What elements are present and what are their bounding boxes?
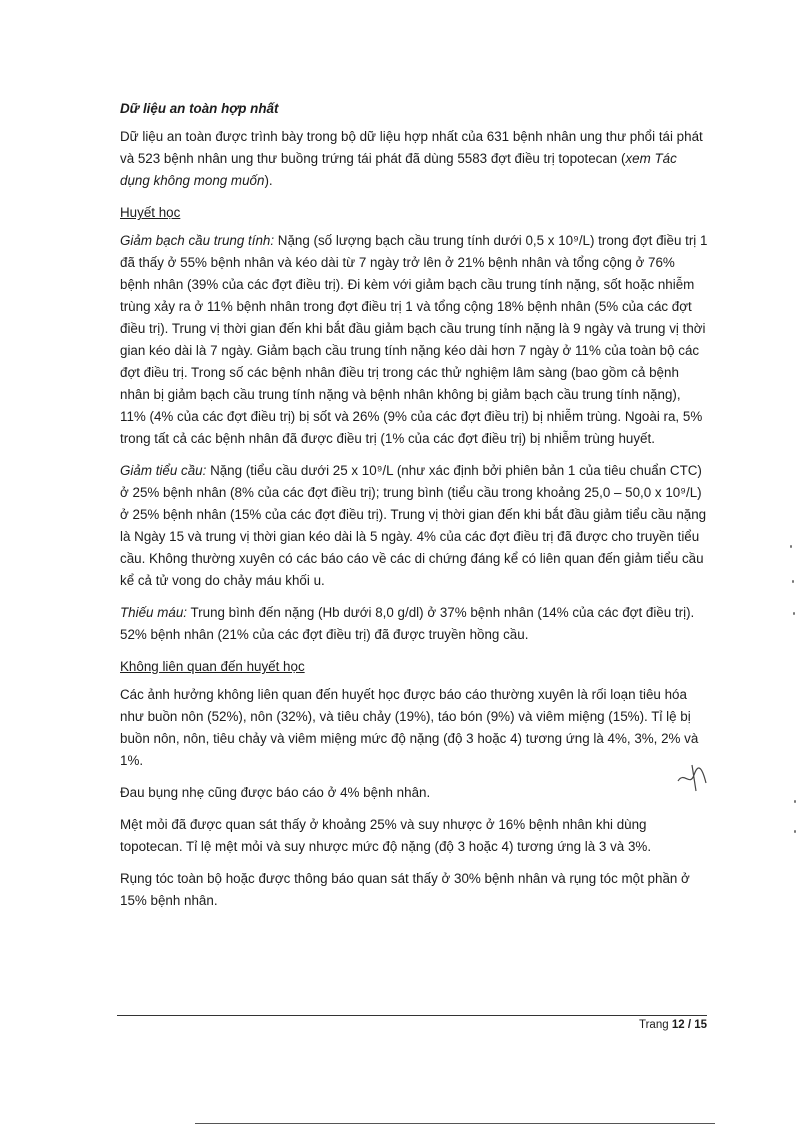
intro-reference: xem Tác dụng không mong muốn — [120, 151, 677, 188]
scan-speck — [790, 545, 792, 548]
abdominal-pain-paragraph: Đau bụng nhẹ cũng được báo cáo ở 4% bệnh nhân. — [120, 785, 431, 800]
scan-speck — [794, 830, 796, 833]
hematology-heading: Huyết học — [120, 205, 181, 220]
anemia-paragraph — [120, 602, 708, 646]
page-number — [639, 1019, 707, 1031]
gi-effects-paragraph: Các ảnh hưởng không liên quan đến huyết học được báo cáo thường xuyên là rối loạn tiêu hóa như buồn nôn (52%), nôn (32%), và tiêu chảy (19%), táo bón (9%) và viêm miệng (15%). Tỉ lệ bị buồn nôn, nôn, tiêu chảy và viêm miệng mức độ nặng (độ 3 hoặc 4) tương ứng là 4%, 3%, 2% và 1%. — [120, 687, 699, 768]
document-body — [120, 98, 708, 922]
scan-bottom-line — [195, 1123, 715, 1124]
thrombocytopenia-paragraph — [120, 460, 708, 592]
alopecia-paragraph: Rụng tóc toàn bộ hoặc được thông báo quan sát thấy ở 30% bệnh nhân và rụng tóc một phần ở 15% bệnh nhân. — [120, 871, 690, 908]
neutropenia-text: Nặng (số lượng bạch cầu trung tính dưới 0,5 x 10⁹/L) trong đợt điều trị 1 đã thấy ở 55% bệnh nhân và kéo dài từ 7 ngày trở lên ở 21% bệnh nhân và tổng cộng ở 76% bệnh nhân (39% của các đợt điều trị). Đi kèm với giảm bạch cầu trung tính nặng, sốt hoặc nhiễm trùng xảy ra ở 11% bệnh nhân trong đợt điều trị 1 và tổng cộng 18% bệnh nhân (5% của các đợt điều trị). Trung vị thời gian đến khi bắt đầu giảm bạch cầu trung tính nặng là 9 ngày và trung vị thời gian kéo dài là 7 ngày. Giảm bạch cầu trung tính nặng kéo dài hơn 7 ngày ở 11% của toàn bộ các đợt điều trị. Trong số các bệnh nhân điều trị trong các thử nghiệm lâm sàng (bao gồm cả bệnh nhân bị giảm bạch cầu trung tính nặng và bệnh nhân không bị giảm bạch cầu trung tính nặng), 11% (4% của các đợt điều trị) bị sốt và 26% (9% của các đợt điều trị) bị nhiễm trùng. Ngoài ra, 5% trong tất cả các bệnh nhân đã được điều trị (1% của các đợt điều trị) bị nhiễm trùng huyết. — [120, 233, 708, 446]
handwritten-mark — [670, 761, 716, 793]
neutropenia-term: Giảm bạch cầu trung tính: — [120, 233, 275, 248]
fatigue-paragraph: Mệt mỏi đã được quan sát thấy ở khoảng 25% và suy nhược ở 16% bệnh nhân khi dùng topotecan. Tỉ lệ mệt mỏi và suy nhược mức độ nặng (độ 3 hoặc 4) tương ứng là 3 và 3%. — [120, 817, 652, 854]
intro-end: ). — [264, 173, 273, 188]
thrombocytopenia-term: Giảm tiểu cầu: — [120, 463, 207, 478]
scan-speck — [792, 580, 794, 583]
neutropenia-paragraph — [120, 230, 708, 450]
scan-speck — [793, 612, 795, 615]
page-number-label: Trang — [639, 1019, 669, 1031]
scan-speck — [794, 800, 796, 803]
intro-text: Dữ liệu an toàn được trình bày trong bộ dữ liệu hợp nhất của 631 bệnh nhân ung thư phổi tái phát và 523 bệnh nhân ung thư buồng trứng tái phát đã dùng 5583 đợt điều trị topotecan ( — [120, 129, 703, 166]
anemia-term: Thiếu máu: — [120, 605, 187, 620]
page-number-value: 12 / 15 — [671, 1019, 707, 1031]
footer-divider — [117, 1015, 707, 1016]
thrombocytopenia-text: Nặng (tiểu cầu dưới 25 x 10⁹/L (như xác định bởi phiên bản 1 của tiêu chuẩn CTC) ở 25% bệnh nhân (8% của các đợt điều trị); trung bình (tiểu cầu trong khoảng 25,0 – 50,0 x 10⁹/L) ở 25% bệnh nhân (15% của các đợt điều trị). Trung vị thời gian đến khi bắt đầu giảm tiểu cầu nặng là Ngày 15 và trung vị thời gian kéo dài là 5 ngày. 4% của các đợt điều trị đã được cho truyền tiểu cầu. Không thường xuyên có các báo cáo về các di chứng đáng kể có liên quan đến giảm tiểu cầu kể cả tử vong do chảy máu khối u. — [120, 463, 707, 588]
non-hematology-heading: Không liên quan đến huyết học — [120, 659, 305, 674]
intro-paragraph — [120, 126, 708, 192]
anemia-text: Trung bình đến nặng (Hb dưới 8,0 g/dl) ở 37% bệnh nhân (14% của các đợt điều trị). 52% bệnh nhân (21% của các đợt điều trị) đã được truyền hồng cầu. — [120, 605, 695, 642]
section-heading: Dữ liệu an toàn hợp nhất — [120, 101, 279, 116]
